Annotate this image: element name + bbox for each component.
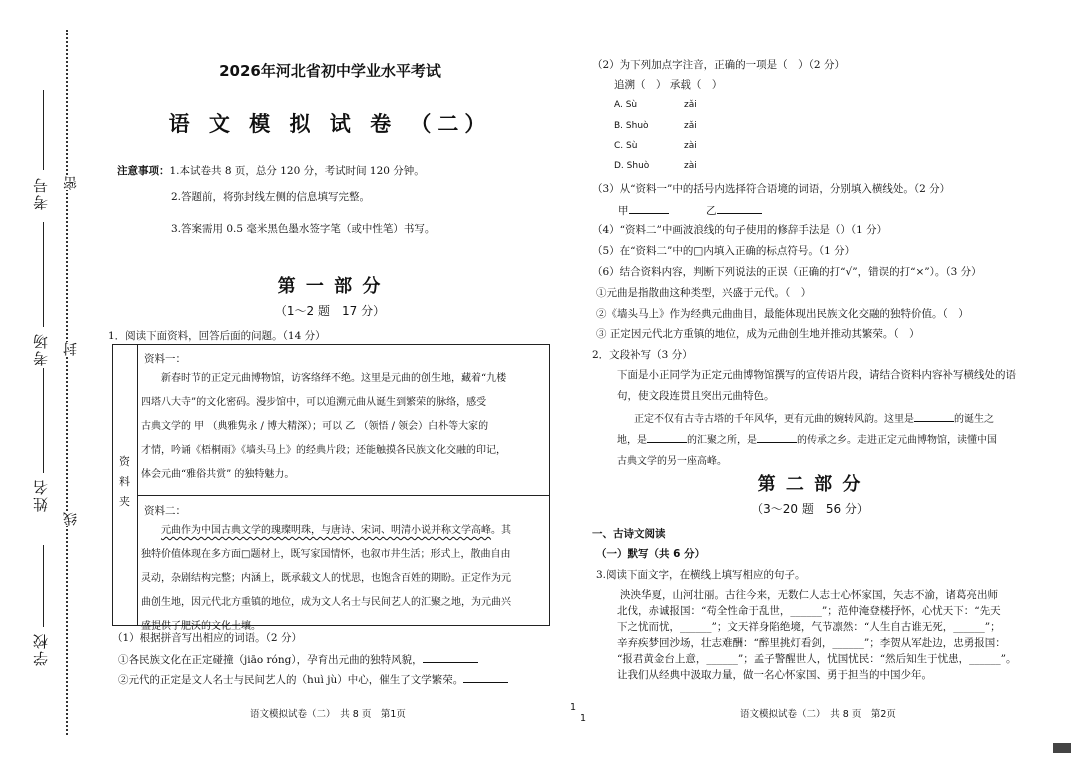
exam-title: 2026年河北省初中学业水平考试	[219, 62, 441, 80]
xingming-label: 姓名	[32, 478, 50, 512]
folder-char-1: 资	[119, 455, 130, 468]
corner-mark	[1053, 743, 1071, 753]
q3-jia	[618, 202, 669, 218]
q6-item-1: ①元曲是指散曲这种类型，兴盛于元代。（ ）	[596, 287, 812, 299]
material2-line: 灵动，杂剧结构完整；内涵上，既承载文人的忧思，也饱含百姓的期盼。正定作为元	[141, 573, 511, 584]
material1-line: 古典文学的 甲 （典雅隽永 / 博大精深）；可以 乙 （领悟 / 领会）白朴等大家的	[141, 421, 489, 432]
q3-yi-blank[interactable]	[717, 202, 762, 214]
q2-para-1a: 正定不仅有古寺古塔的千年风华，更有元曲的婉转风韵。这里是	[634, 414, 914, 425]
recite-line: 让我们从经典中汲取力量，做一名心怀家国、勇于担当的中国少年。	[617, 669, 932, 681]
q1-sub1: （1）根据拼音写出相应的词语。（2 分）	[112, 632, 302, 644]
seal-xian: 线	[63, 512, 79, 526]
q1-sub1-b-blank[interactable]	[463, 671, 508, 683]
footer-left: 语文模拟试卷（二） 共 8 页 第1页	[250, 709, 406, 720]
material-divider	[137, 495, 549, 496]
q1-sub1-a	[118, 651, 478, 667]
option-b-pinyin: zǎi	[684, 121, 697, 131]
material2-wavy-sentence: 元曲作为中国古典文学的瑰璨明珠，与唐诗、宋词、明清小说并称文学高峰	[161, 525, 491, 536]
q2-para-2c: 的传承之乡。走进正定元曲博物馆，读懂中国	[797, 435, 997, 446]
material1-line: 四塔八大寺”的文化密码。漫步馆中，可以追溯元曲从诞生到繁荣的脉络，感受	[141, 397, 487, 408]
material2-label: 资料二：	[144, 505, 186, 517]
recite-line: 北伐，赤诚报国：“苟全性命于乱世，______”；范仲淹登楼抒怀，心忧天下：“先天	[617, 605, 1001, 617]
notice-item-1: 1.本试卷共 8 页，总分 120 分，考试时间 120 分钟。	[169, 165, 425, 177]
q3-jia-blank[interactable]	[629, 202, 669, 214]
q6-item-3: ③ 正定因元代北方重镇的地位，成为元曲创生地并推动其繁荣。（ ）	[596, 328, 920, 340]
seal-feng: 封	[63, 342, 79, 356]
kaochang-label: 考场	[32, 332, 50, 366]
material-folder-column	[113, 345, 138, 625]
option-b[interactable]	[614, 121, 697, 131]
option-d-pinyin: zài	[684, 161, 697, 171]
option-b-letter: B. Shuò	[614, 121, 649, 131]
folder-char-3: 夹	[119, 495, 130, 508]
q2-blank-2[interactable]	[647, 431, 687, 443]
q1-stem: 1．阅读下面资料，回答后面的问题。（14 分）	[108, 330, 326, 342]
material1-label: 资料一：	[144, 353, 186, 365]
part1-range: （1～2 题 17 分）	[274, 304, 386, 318]
recite-line: 辛弃疾梦回沙场，壮志难酬：“醉里挑灯看剑，______”；李贺从军赴边，忠勇报国：	[617, 637, 1006, 649]
footer-center-top: 1	[570, 702, 577, 713]
kaohao-field[interactable]	[43, 90, 44, 170]
notice-label: 注意事项：	[117, 165, 170, 177]
notice-item-2: 2.答题前，将弥封线左侧的信息填写完整。	[171, 191, 371, 203]
option-a-letter: A. Sù	[614, 100, 638, 110]
material2-text	[141, 519, 545, 639]
option-c-pinyin: zài	[684, 141, 697, 151]
q3-jia-label: 甲	[618, 205, 629, 217]
q2-blank-3[interactable]	[757, 431, 797, 443]
q3-yi-label: 乙	[706, 205, 717, 217]
recite-line: 下之忧而忧，______”；文天祥身陷绝境，气节凛然：“人生自古谁无死，______”；	[617, 621, 1001, 633]
q2-words: 追溯（ ） 承载（ ）	[614, 79, 723, 91]
kaohao-label: 考号	[32, 176, 50, 210]
part2-title: 第 二 部 分	[757, 474, 863, 495]
sec1-title: 一、古诗文阅读	[592, 528, 666, 540]
q1-sub1-a-blank[interactable]	[423, 651, 478, 663]
footer-center-bottom: 1	[580, 713, 587, 724]
sec1-subtitle: （一）默写（共 6 分）	[596, 548, 706, 560]
q1-sub1-b-text: ②元代的正定是文人名士与民间艺人的（huì jù）中心，催生了文学繁荣。	[118, 674, 464, 686]
material1-line: 体会元曲“雅俗共赏” 的独特魅力。	[141, 469, 295, 480]
option-d[interactable]	[614, 161, 697, 171]
q6-item-2: ②《墙头马上》作为经典元曲曲目，最能体现出民族文化交融的独特价值。（ ）	[596, 308, 969, 320]
material1-line: 才情，吟诵《梧桐雨》《墙头马上》的经典片段；还能触摸各民族文化交融的印记，	[141, 445, 506, 456]
seal-mi: 密	[63, 176, 79, 190]
option-c-letter: C. Sù	[614, 141, 638, 151]
xingming-field[interactable]	[43, 368, 44, 473]
notice-item-3: 3.答案需用 0.5 毫米黑色墨水签字笔（或中性笔）书写。	[171, 223, 436, 235]
paper-title: 语 文 模 拟 试 卷 （二）	[168, 112, 492, 136]
xuexiao-label: 学校	[32, 632, 50, 666]
option-a-pinyin: zǎi	[684, 100, 697, 110]
kaochang-field[interactable]	[43, 222, 44, 327]
q2-stem: （2）为下列加点字注音，正确的一项是（ ）（2 分）	[592, 59, 845, 71]
q3-stem: （3）从“资料一”中的括号内选择符合语境的词语，分别填入横线处。（2 分）	[592, 183, 951, 195]
q2-main-stem: 2．文段补写（3 分）	[592, 349, 693, 361]
material-box	[112, 344, 550, 632]
material1-text	[141, 367, 545, 487]
option-a[interactable]	[614, 100, 697, 110]
xuexiao-field[interactable]	[43, 545, 44, 627]
q2-para-1b: 的诞生之	[954, 414, 994, 425]
q3-yi	[706, 202, 762, 218]
q5-stem: （5）在“资料二”中的□内填入正确的标点符号。（1 分）	[592, 245, 856, 257]
footer-right: 语文模拟试卷（二） 共 8 页 第2页	[740, 709, 896, 720]
q2-para-line-2	[617, 431, 997, 446]
folder-char-2: 料	[119, 475, 130, 488]
material1-line: 新春时节的正定元曲博物馆，访客络绎不绝。这里是元曲的创生地，藏着“九楼	[161, 373, 507, 384]
q2-blank-1[interactable]	[914, 410, 954, 422]
q2-para-2a: 地，是	[617, 435, 647, 446]
q2-desc-2: 句，使文段连贯且突出元曲特色。	[617, 390, 775, 402]
binding-dotted-line	[66, 30, 68, 735]
q1-sub1-b	[118, 671, 508, 687]
q6-stem: （6）结合资料内容，判断下列说法的正误（正确的打“√”，错误的打“×”）。（3 分）	[592, 266, 982, 278]
material2-line-tail: 。其	[491, 525, 511, 536]
part2-range: （3～20 题 56 分）	[751, 502, 869, 516]
q2-desc-1: 下面是小正同学为正定元曲博物馆撰写的宣传语片段，请结合资料内容补写横线处的语	[617, 369, 1016, 381]
material2-line: 独特价值体现在多方面□题材上，既写家国情怀，也叙市井生活；形式上，散曲自由	[141, 549, 511, 560]
option-c[interactable]	[614, 141, 697, 151]
material2-line: 盛提供了肥沃的文化土壤。	[141, 621, 261, 632]
q3-recite-stem: 3.阅读下面文字，在横线上填写相应的句子。	[596, 569, 806, 581]
material2-line: 曲创生地，因元代北方重镇的地位，成为文人名士与民间艺人的汇聚之地，为元曲兴	[141, 597, 511, 608]
q2-para-line-1	[634, 410, 994, 425]
part1-title: 第 一 部 分	[277, 276, 383, 297]
q4-stem: （4）“资料二”中画波浪线的句子使用的修辞手法是（）（1 分）	[592, 224, 888, 236]
q1-sub1-a-text: ①各民族文化在正定碰撞（jiāo róng），孕育出元曲的独特风貌，	[118, 654, 423, 666]
q2-para-2b: 的汇聚之所，是	[687, 435, 757, 446]
q2-para-line-3: 古典文学的另一座高峰。	[617, 456, 727, 467]
notice-block	[117, 163, 425, 178]
option-d-letter: D. Shuò	[614, 161, 650, 171]
recite-line: 泱泱华夏，山河壮丽。古往今来，无数仁人志士心怀家国，矢志不渝，诸葛亮出师	[620, 589, 998, 601]
recite-line: “报君黄金台上意，______”；孟子警醒世人，忧国忧民：“然后知生于忧患，______”。	[617, 653, 1017, 665]
